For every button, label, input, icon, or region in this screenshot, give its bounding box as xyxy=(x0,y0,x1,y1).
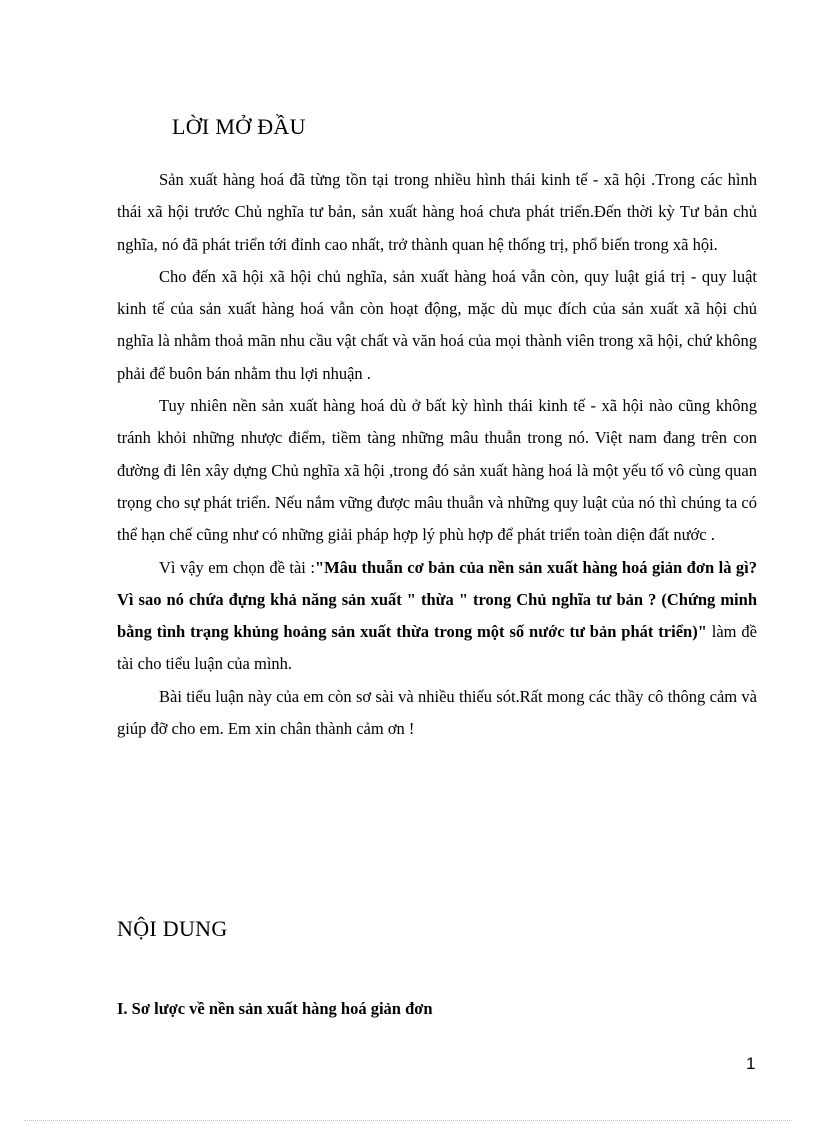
topic-prefix: Vì vậy em chọn đề tài : xyxy=(159,557,315,577)
section-title: NỘI DUNG xyxy=(117,916,228,941)
document-title: LỜI MỞ ĐẦU xyxy=(172,114,306,139)
paragraph: Tuy nhiên nền sản xuất hàng hoá dù ở bất kỳ hình thái kinh tế - xã hội nào cũng không tránh khỏi những nhược điểm, tiềm tàng những mâu thuẫn trong nó. Việt nam đang trên con đường đi lên xây dựng Chủ nghĩa xã hội ,trong đó sản xuất hàng hoá là một yếu tố vô cùng quan trọng cho sự phát triển. Nếu nắm vững được mâu thuẫn và những quy luật của nó thì chúng ta có thể hạn chế cũng như có những giải pháp hợp lý phù hợp để phát triển toàn diện đất nước . xyxy=(117,396,757,545)
page-number: 1 xyxy=(746,1054,756,1073)
topic-suffix: làm đề tài cho tiểu luận của mình. xyxy=(117,622,757,674)
subheading: I. Sơ lược về nền sản xuất hàng hoá giản đơn xyxy=(117,999,433,1018)
introduction-body xyxy=(117,164,757,745)
paragraph: Sản xuất hàng hoá đã từng tồn tại trong nhiều hình thái kinh tế - xã hội .Trong các hình thái xã hội trước Chủ nghĩa tư bản, sản xuất hàng hoá chưa phát triển.Đến thời kỳ Tư bản chủ nghĩa, nó đã phát triển tới đỉnh cao nhất, trở thành quan hệ thống trị, phổ biến trong xã hội. xyxy=(117,170,757,254)
paragraph: Cho đến xã hội xã hội chủ nghĩa, sản xuất hàng hoá vẫn còn, quy luật giá trị - quy luật kinh tế của sản xuất hàng hoá vẫn còn hoạt động, mặc dù mục đích của sản xuất xã hội chủ nghĩa là nhằm thoả mãn nhu cầu vật chất và văn hoá của mọi thành viên trong xã hội, chứ không phải để buôn bán nhằm thu lợi nhuận . xyxy=(117,266,757,383)
topic-title: "Mâu thuẫn cơ bản của nền sản xuất hàng hoá giản đơn là gì? Vì sao nó chứa đựng khả năng sản xuất " thừa " trong Chủ nghĩa tư bản ? (Chứng minh bằng tình trạng khủng hoảng sản xuất thừa trong một số nước tư bản phát triển)" xyxy=(117,557,757,642)
topic-paragraph xyxy=(117,552,757,681)
closing-paragraph: Bài tiểu luận này của em còn sơ sài và nhiều thiếu sót.Rất mong các thầy cô thông cảm và giúp đỡ cho em. Em xin chân thành cảm ơn ! xyxy=(117,686,757,739)
page-break-divider xyxy=(24,1120,792,1121)
